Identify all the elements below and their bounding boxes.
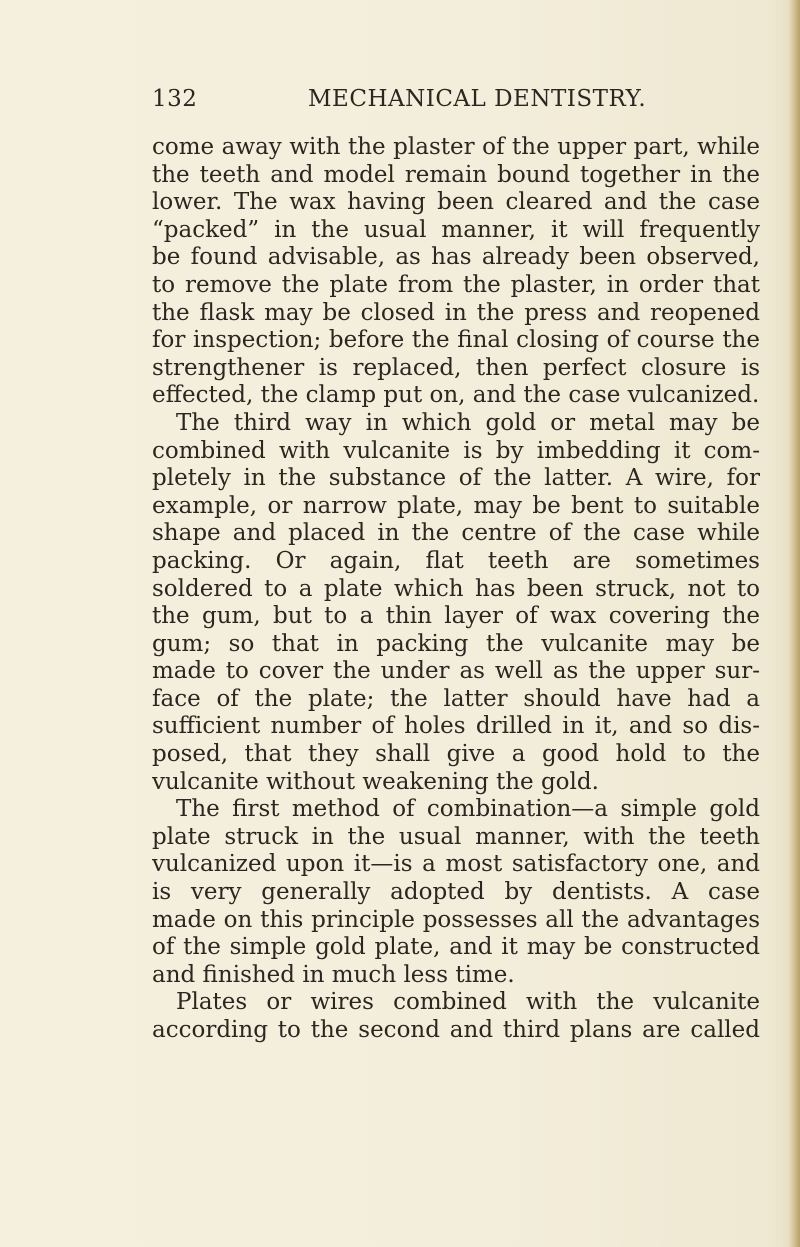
text-line: to remove the plate from the plaster, in order that — [152, 271, 760, 298]
text-line: soldered to a plate which has been struck, not to — [152, 575, 760, 602]
text-line: The first method of combination—a simple gold — [176, 796, 760, 823]
text-line: effected, the clamp put on, and the case vulcanized. — [152, 382, 760, 409]
text-line: The third way in which gold or metal may be — [176, 409, 760, 436]
text-line: “packed” in the usual manner, it will frequently — [152, 216, 760, 243]
text-line: the gum, but to a thin layer of wax covering the — [152, 603, 760, 630]
text-line: come away with the plaster of the upper part, while — [152, 134, 760, 160]
text-line: of the simple gold plate, and it may be constructed — [152, 934, 760, 961]
text-line: plate struck in the usual manner, with the teeth — [152, 823, 760, 850]
text-line: example, or narrow plate, may be bent to suitable — [152, 492, 760, 519]
text-line: pletely in the substance of the latter. A wire, for — [152, 465, 760, 492]
text-line: combined with vulcanite is by imbedding it com- — [152, 437, 760, 464]
text-line: for inspection; before the final closing of course the — [152, 327, 760, 354]
text-line: vulcanite without weakening the gold. — [152, 768, 599, 795]
page-edge-shadow — [788, 0, 800, 1247]
page-header — [152, 86, 732, 116]
text-line: strengthener is replaced, then perfect closure is — [152, 354, 760, 381]
text-line: Plates or wires combined with the vulcanite — [176, 989, 760, 1016]
text-line: made to cover the under as well as the upper sur- — [152, 658, 760, 685]
text-line: made on this principle possesses all the advantages — [152, 906, 760, 933]
text-line: vulcanized upon it—is a most satisfactory one, and — [152, 851, 760, 878]
text-line: sufficient number of holes drilled in it, and so dis- — [152, 713, 760, 740]
text-line: be found advisable, as has already been observed, — [152, 244, 760, 271]
text-line: shape and placed in the centre of the case while — [152, 520, 760, 547]
body-text — [152, 134, 760, 1045]
text-line: posed, that they shall give a good hold to the — [152, 741, 760, 768]
text-line: the teeth and model remain bound together in the — [152, 161, 760, 188]
text-line: is very generally adopted by dentists. A case — [152, 879, 760, 906]
text-line: the flask may be closed in the press and reopened — [152, 299, 760, 326]
text-line: gum; so that in packing the vulcanite may be — [152, 630, 760, 657]
text-line: packing. Or again, flat teeth are sometimes — [152, 547, 760, 574]
text-line: face of the plate; the latter should have had a — [152, 685, 760, 712]
page-number: 132 — [152, 86, 198, 112]
text-line: according to the second and third plans are called — [152, 1017, 760, 1043]
text-line: lower. The wax having been cleared and the case — [152, 189, 760, 216]
running-head: MECHANICAL DENTISTRY. — [308, 86, 647, 112]
text-line: and finished in much less time. — [152, 961, 515, 988]
